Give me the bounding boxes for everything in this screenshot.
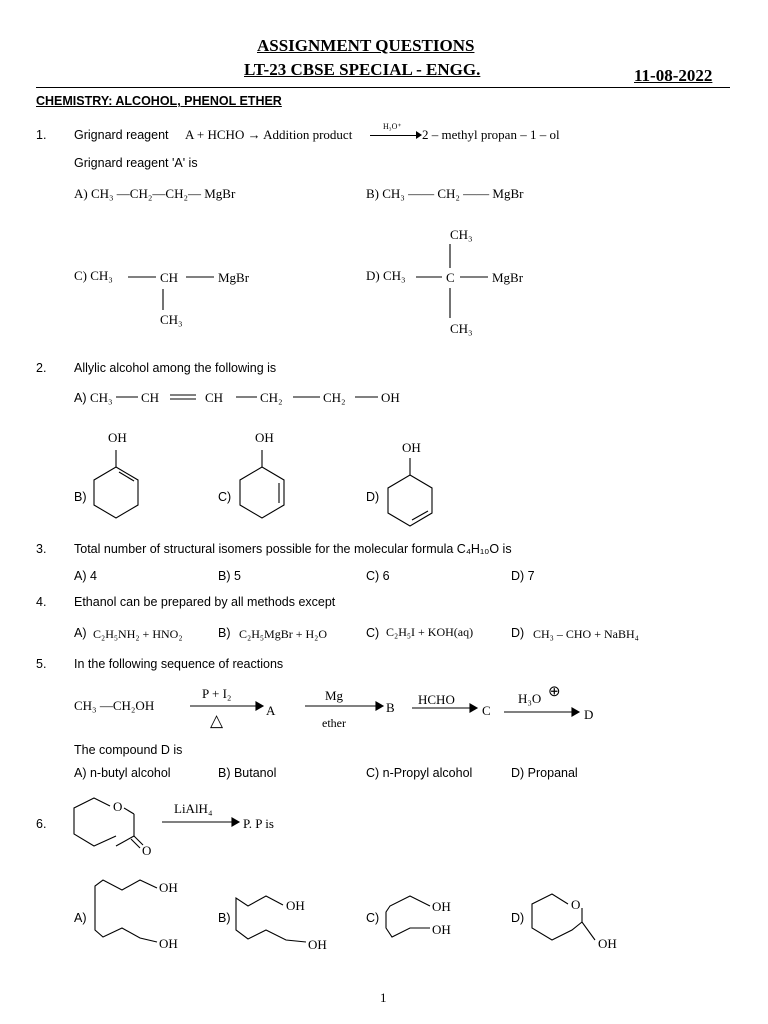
- q6-d-oh: OH: [598, 936, 617, 951]
- q2-option-a-label: A): [74, 391, 87, 405]
- q6-option-d-label: D): [511, 911, 525, 925]
- q5-arrow-2: [305, 702, 383, 710]
- q6-a-structure: [95, 880, 157, 942]
- q5-option-b: B) Butanol: [218, 766, 277, 780]
- page-number: 1: [380, 990, 387, 1005]
- q3-option-c: C) 6: [366, 569, 390, 583]
- q5-option-c: C) n-Propyl alcohol: [366, 766, 473, 780]
- q5-B: B: [386, 700, 395, 715]
- q5-r2-bottom: ether: [322, 716, 346, 730]
- q5-D: D: [584, 707, 594, 722]
- q2-chain-1: CH₃: [90, 390, 113, 405]
- q6-d-ring-o: O: [571, 897, 581, 912]
- q1-option-d-mgbr: MgBr: [492, 270, 524, 285]
- q1-stem-prefix: Grignard reagent: [74, 128, 169, 142]
- q5-r4-plus: ⊕: [548, 683, 561, 700]
- q2-stem: Allylic alcohol among the following is: [74, 361, 277, 375]
- q6-option-a-label: A): [74, 911, 87, 925]
- q2-option-b-label: B): [74, 490, 87, 504]
- q2-chain-3: CH: [205, 390, 224, 405]
- q6-c-oh-bottom: OH: [432, 922, 451, 937]
- q2-b-oh: OH: [108, 430, 127, 445]
- q1-product: 2 – methyl propan – 1 – ol: [422, 127, 560, 142]
- q1-option-a: A) CH₃ —CH₂—CH₂— MgBr: [74, 186, 236, 201]
- q6-b-structure: [236, 896, 306, 942]
- q3-option-b: B) 5: [218, 569, 241, 583]
- q1-line2: Grignard reagent 'A' is: [74, 156, 198, 170]
- q5-line2: The compound D is: [74, 743, 183, 757]
- q5-start: CH₃ —CH₂OH: [74, 698, 155, 713]
- q5-option-a: A) n-butyl alcohol: [74, 766, 171, 780]
- q2-option-d-label: D): [366, 490, 380, 504]
- q1-option-d-top: CH₃: [450, 227, 473, 242]
- q3-option-a: A) 4: [74, 569, 97, 583]
- q1-option-d-bot: CH₃: [450, 321, 473, 336]
- q5-A: A: [266, 703, 276, 718]
- q5-C: C: [482, 703, 491, 718]
- q6-lactone-ring: [74, 798, 143, 848]
- q4-option-d: CH₃ – CHO + NaBH₄: [533, 627, 639, 641]
- q6-c-structure: [386, 896, 430, 937]
- q5-option-d: D) Propanal: [511, 766, 578, 780]
- q2-chain-4: CH₂: [260, 390, 283, 405]
- q1-number: 1.: [36, 128, 47, 142]
- q2-b-ring: [94, 450, 138, 518]
- q1-option-c-ch: CH: [160, 270, 179, 285]
- q5-stem: In the following sequence of reactions: [74, 657, 284, 671]
- q4-option-b-label: B): [218, 626, 231, 640]
- q6-option-c-label: C): [366, 911, 380, 925]
- q4-option-a: C₂H₅NH₂ + HNO₂: [93, 627, 183, 641]
- q2-d-oh: OH: [402, 440, 421, 455]
- q6-result: P. P is: [243, 816, 274, 831]
- q4-option-c-label: C): [366, 626, 380, 640]
- q6-carbonyl-o: O: [142, 843, 152, 858]
- q6-a-oh-bottom: OH: [159, 936, 178, 951]
- q3-number: 3.: [36, 542, 47, 556]
- q6-option-b-label: B): [218, 911, 231, 925]
- q2-c-oh: OH: [255, 430, 274, 445]
- q3-option-d: D) 7: [511, 569, 535, 583]
- q5-arrow-1: [190, 702, 263, 710]
- q1-option-d-c: C: [446, 270, 455, 285]
- q2-number: 2.: [36, 361, 47, 375]
- q5-arrow-3: [412, 704, 477, 712]
- q3-stem: Total number of structural isomers possible for the molecular formula C₄H₁₀O is: [74, 542, 512, 556]
- q5-r4-top: H₃O: [518, 691, 542, 706]
- q5-arrow-4: [504, 708, 579, 716]
- page-title: ASSIGNMENT QUESTIONS: [257, 36, 475, 55]
- q6-reagent: LiAlH₄: [174, 801, 213, 816]
- q2-chain-6: OH: [381, 390, 400, 405]
- q2-d-ring: [388, 458, 432, 526]
- q2-chain-5: CH₂: [323, 390, 346, 405]
- q1-option-b: B) CH₃ —— CH₂ —— MgBr: [366, 186, 524, 201]
- page-subtitle: LT-23 CBSE SPECIAL - ENGG.: [244, 60, 481, 79]
- q1-option-c-sub: CH₃: [160, 312, 183, 327]
- q1-equation: A + HCHO → Addition product: [185, 127, 353, 142]
- q4-stem: Ethanol can be prepared by all methods except: [74, 595, 336, 609]
- q5-r2-top: Mg: [325, 688, 344, 703]
- q2-chain-2: CH: [141, 390, 160, 405]
- q1-option-c-mgbr: MgBr: [218, 270, 250, 285]
- q4-option-c: C₂H₅I + KOH(aq): [386, 625, 474, 639]
- q4-option-b: C₂H₅MgBr + H₂O: [239, 627, 327, 641]
- q5-number: 5.: [36, 657, 47, 671]
- q4-option-d-label: D): [511, 626, 525, 640]
- q6-arrow: [162, 818, 239, 826]
- q6-ring-o: O: [113, 799, 123, 814]
- q6-b-oh-bottom: OH: [308, 937, 327, 952]
- q6-b-oh-top: OH: [286, 898, 305, 913]
- q1-option-d-label: D) CH₃: [366, 268, 406, 283]
- q6-c-oh-top: OH: [432, 899, 451, 914]
- q6-number: 6.: [36, 817, 47, 831]
- date: 11-08-2022: [634, 66, 713, 85]
- q6-d-structure: [532, 894, 595, 940]
- q5-r3-top: HCHO: [418, 692, 455, 707]
- q1-option-c-label: C) CH₃: [74, 268, 113, 283]
- q4-option-a-label: A): [74, 626, 87, 640]
- q2-option-c-label: C): [218, 490, 232, 504]
- q2-c-ring: [240, 450, 284, 518]
- q5-r1-bottom: △: [210, 711, 224, 730]
- q6-a-oh-top: OH: [159, 880, 178, 895]
- q4-number: 4.: [36, 595, 47, 609]
- q5-r1-top: P + I₂: [202, 686, 232, 701]
- section-title: CHEMISTRY: ALCOHOL, PHENOL ETHER: [36, 94, 282, 108]
- q1-reagent: H₃O⁺: [383, 122, 402, 131]
